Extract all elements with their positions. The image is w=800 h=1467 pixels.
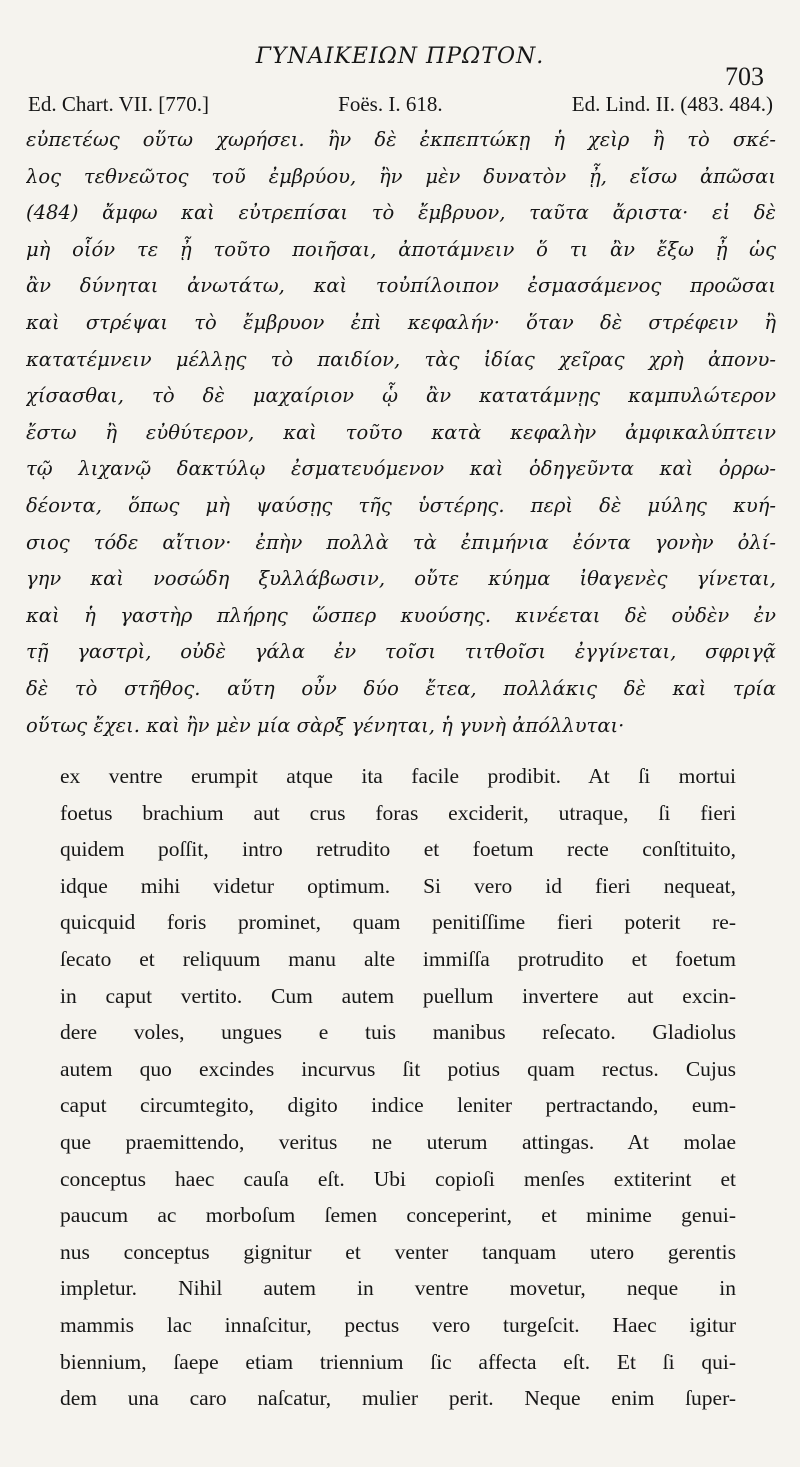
latin-text-line: paucum ac morboſum ſemen conceperint, et minime genui- — [60, 1203, 736, 1228]
greek-text-line: δέοντα, ὅπως μὴ ψαύσῃς τῆς ὑστέρης. περὶ δὲ μύλης κυή- — [26, 493, 776, 517]
greek-text-line: ἂν δύνηται ἀνωτάτω, καὶ τοὐπίλοιπον ἐσμασάμενος προῶσαι — [26, 274, 776, 298]
latin-text-line: ſecato et reliquum manu alte immiſſa protrudito et foetum — [60, 946, 736, 971]
greek-text-line: κατατέμνειν μέλλῃς τὸ παιδίον, τὰς ἰδίας χεῖρας χρὴ ἀπονυ- — [26, 347, 776, 371]
running-head: ΓΥΝΑΙΚΕΙΩΝ ΠΡΩΤΟΝ. — [255, 44, 545, 69]
latin-text-line: nus conceptus gignitur et venter tanquam utero gerentis — [60, 1239, 736, 1264]
latin-text-line: impletur. Nihil autem in ventre movetur, neque in — [60, 1276, 736, 1301]
edition-references — [28, 92, 773, 117]
greek-text-line: μὴ οἷόν τε ᾖ τοῦτο ποιῆσαι, ἀποτάμνειν ὅ τι ἂν ἔξω ᾖ ὡς — [26, 237, 776, 261]
latin-text-line: ex ventre erumpit atque ita facile prodibit. At ſi mortui — [60, 764, 736, 788]
latin-text-line: foetus brachium aut crus foras exciderit, utraque, ſi fieri — [60, 800, 736, 825]
latin-text-line: caput circumtegito, digito indice leniter pertractando, eum- — [60, 1093, 736, 1118]
greek-text-line: χίσασθαι, τὸ δὲ μαχαίριον ᾧ ἂν κατατάμνῃς καμπυλώτερον — [26, 384, 776, 408]
greek-text-line: δὲ τὸ στῆθος. αὕτη οὖν δύο ἔτεα, πολλάκις δὲ καὶ τρία — [26, 676, 776, 700]
greek-text-line: τῇ γαστρὶ, οὐδὲ γάλα ἐν τοῖσι τιτθοῖσι ἐγγίνεται, σφριγᾷ — [26, 640, 776, 664]
edition-foes: Foës. I. 618. — [338, 92, 443, 116]
latin-text-line: mammis lac innaſcitur, pectus vero turgeſcit. Haec igitur — [60, 1312, 736, 1337]
latin-text-line: autem quo excindes incurvus ſit potius quam rectus. Cujus — [60, 1056, 736, 1081]
latin-text-line: que praemittendo, veritus ne uterum attingas. At molae — [60, 1129, 736, 1154]
page-number: 703 — [725, 62, 764, 91]
edition-chartier: Ed. Chart. VII. [770.] — [28, 92, 209, 116]
edition-linden: Ed. Lind. II. (483. 484.) — [571, 92, 773, 116]
greek-text-line: λος τεθνεῶτος τοῦ ἐμβρύου, ἢν μὲν δυνατὸν ᾖ, εἴσω ἀπῶσαι — [26, 164, 776, 188]
greek-text-line: εὐπετέως οὕτω χωρήσει. ἢν δὲ ἐκπεπτώκῃ ἡ χεὶρ ἢ τὸ σκέ- — [26, 128, 776, 151]
latin-text-line: dere voles, ungues e tuis manibus reſecato. Gladiolus — [60, 1020, 736, 1045]
latin-text-line: biennium, ſaepe etiam triennium ſic affecta eſt. Et ſi qui- — [60, 1349, 736, 1374]
greek-text-block — [26, 122, 776, 744]
latin-text-line: idque mihi videtur optimum. Si vero id fieri nequeat, — [60, 873, 736, 898]
latin-text-line: dem una caro naſcatur, mulier perit. Neque enim ſuper- — [60, 1386, 736, 1411]
greek-text-line: καὶ στρέψαι τὸ ἔμβρυον ἐπὶ κεφαλήν· ὅταν δὲ στρέφειν ἢ — [26, 310, 776, 334]
latin-translation-block — [60, 758, 736, 1417]
latin-text-line: quidem poſſit, intro retrudito et foetum recte conſtituito, — [60, 837, 736, 862]
greek-text-line: ἔστω ἢ εὐθύτερον, καὶ τοῦτο κατὰ κεφαλὴν ἀμφικαλύπτειν — [26, 420, 776, 444]
greek-text-line: τῷ λιχανῷ δακτύλῳ ἐσματευόμενον καὶ ὁδηγεῦντα καὶ ὀρρω- — [26, 457, 776, 481]
greek-text-line: (484) ἄμφω καὶ εὐτρεπίσαι τὸ ἔμβρυον, ταῦτα ἄριστα· εἰ δὲ — [26, 201, 776, 225]
latin-text-line: conceptus haec cauſa eſt. Ubi copioſi menſes extiterint et — [60, 1166, 736, 1191]
latin-text-line: in caput vertito. Cum autem puellum invertere aut excin- — [60, 983, 736, 1008]
greek-text-line: σιος τόδε αἴτιον· ἐπὴν πολλὰ τὰ ἐπιμήνια ἐόντα γονὴν ὀλί- — [26, 530, 776, 554]
greek-text-line: καὶ ἡ γαστὴρ πλήρης ὥσπερ κυούσης. κινέεται δὲ οὐδὲν ἐν — [26, 603, 776, 627]
greek-text-line: γην καὶ νοσώδη ξυλλάβωσιν, οὔτε κύημα ἰθαγενὲς γίνεται, — [26, 567, 776, 591]
latin-text-line: quicquid foris prominet, quam penitiſſime fieri poterit re- — [60, 910, 736, 935]
greek-text-line: οὕτως ἔχει. καὶ ἢν μὲν μία σὰρξ γένηται, ἡ γυνὴ ἀπόλλυται· — [26, 713, 625, 737]
